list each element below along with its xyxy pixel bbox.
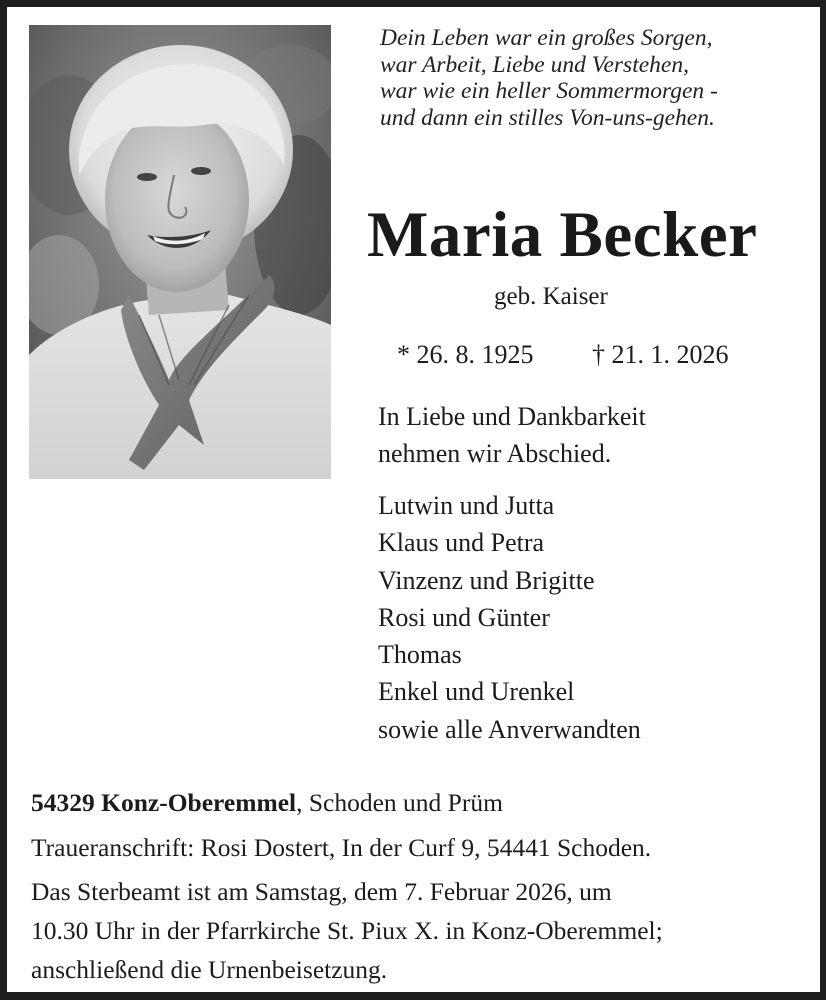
poem-line: Dein Leben war ein großes Sorgen, [380,25,713,51]
mourners-list [378,487,641,748]
footer-info [31,783,663,989]
deceased-name: Maria Becker [367,199,758,271]
maiden-name: geb. Kaiser [494,283,608,310]
portrait-image [29,25,331,479]
poem-line: war Arbeit, Liebe und Verstehen, [380,51,689,78]
service-line: 10.30 Uhr in der Pfarrkirche St. Piux X. in Konz-Oberemmel; [31,916,663,945]
service-line: Das Sterbeamt ist am Samstag, dem 7. Februar 2026, um [31,877,612,906]
mourner-item: Enkel und Urenkel [378,677,575,707]
location-rest: , Schoden und Prüm [296,788,503,817]
mourning-address: Traueranschrift: Rosi Dostert, In der Curf 9, 54441 Schoden. [31,833,652,862]
mourner-item: sowie alle Anverwandten [378,714,641,744]
location-line [31,783,663,827]
location-bold: 54329 Konz-Oberemmel [31,788,297,817]
mourner-item: Rosi und Günter [378,602,550,632]
poem-line: und dann ein stilles Von-uns-gehen. [380,104,715,131]
mourner-item: Vinzenz und Brigitte [378,565,595,595]
farewell-line: In Liebe und Dankbarkeit [378,402,646,431]
poem-line: war wie ein heller Sommermorgen - [380,78,718,104]
farewell-message [378,398,646,472]
death-date: † 21. 1. 2026 [592,340,729,369]
mourner-item: Klaus und Petra [378,528,545,558]
memorial-poem [380,25,718,131]
mourner-item: Thomas [378,640,462,670]
portrait-photo [29,25,331,479]
service-line: anschließend die Urnenbeisetzung. [31,955,388,984]
farewell-line: nehmen wir Abschied. [378,439,612,468]
birth-date: * 26. 8. 1925 [397,340,534,369]
mourner-item: Lutwin und Jutta [378,491,555,520]
